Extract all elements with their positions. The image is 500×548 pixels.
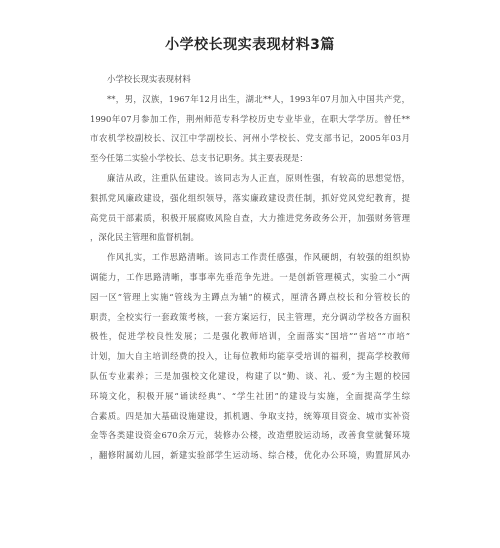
- text-line: ，深化民主管理和监督机制。: [90, 232, 199, 243]
- text-line: 1990年07月参加工作，荆州师范专科学校历史专业毕业，在职大学学历。曾任**: [90, 113, 410, 124]
- text-line: 市农机学校副校长、汉江中学副校长、河州小学校长、党支部书记，2005年03月: [90, 133, 410, 144]
- text-line: 作风扎实，工作思路清晰。该同志工作责任感强，作风硬朗，有较强的组织协: [107, 252, 410, 263]
- document-body: [90, 70, 410, 466]
- text-line: ，翻修附属幼儿园，新建实验部学生运动场、综合楼，优化办公环境，购置屏风办: [90, 450, 410, 461]
- text-line: 至今任第二实验小学校长、总支书记职务。其主要表现是：: [90, 153, 308, 164]
- text-line: 极性，促进学校良性发展；二是强化教师培训，全面落实“国培”“省培”“市培”: [90, 331, 410, 342]
- text-line: **，男，汉族，1967年12月出生，湖北**人，1993年07月加入中国共产党，: [107, 93, 410, 104]
- text-line: 高党员干部素质，积极开展腐败风险自查，大力推进党务政务公开，加强财务管理: [90, 212, 410, 223]
- text-line-subtitle: 小学校长现实表现材料: [107, 74, 191, 84]
- text-line: 廉洁从政，注重队伍建设。该同志为人正直，原则性强，有较高的思想觉悟，: [107, 172, 410, 183]
- document-title: 小学校长现实表现材料3篇: [165, 37, 335, 53]
- text-line: 合素质。四是加大基础设施建设，抓机遇、争取支持，统筹项目资金、城市实补资: [90, 410, 410, 421]
- text-line: 金等各类建设资金670余万元，装修办公楼，改造塑胶运动场，改善食堂就餐环境: [90, 430, 410, 441]
- text-line: 队伍专业素养；三是加强校文化建设，构建了以“勤、谈、礼、爱”为主题的校园: [90, 370, 410, 381]
- text-line: 计划，加大自主培训经费的投入，让每位教师均能享受培训的福利，提高学校教师: [90, 351, 410, 362]
- text-line: 调能力，工作思路清晰，事事率先垂范争先进。一是创新管理模式，实验二小“两: [90, 271, 410, 282]
- text-line: 园一区”管理上实施“管线为主蹲点为辅”的模式，厘清各蹲点校长和分管校长的: [90, 291, 410, 302]
- text-line: 环境文化，积极开展“诵读经典”、“学生社团”的建设与实施，全面提高学生综: [90, 390, 410, 401]
- text-line: 狠抓党风廉政建设，强化组织领导，落实廉政建设责任制，抓好党风党纪教育，提: [90, 192, 410, 203]
- text-line: 职责，全校实行一套政策考核，一套方案运行，民主管理，充分调动学校各方面积: [90, 311, 410, 322]
